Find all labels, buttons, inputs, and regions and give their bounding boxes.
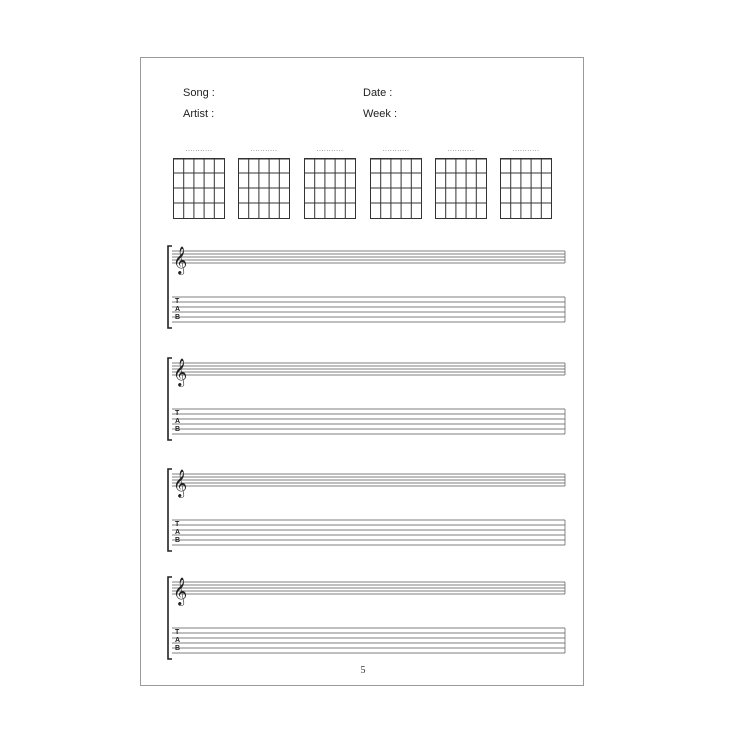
treble-clef-icon: 𝄞: [173, 577, 188, 605]
chord-name-placeholder: ...........: [382, 146, 410, 153]
staff-system: [168, 246, 565, 328]
tab-clef-label: T A B: [175, 629, 181, 652]
tab-staff: [172, 520, 565, 545]
page-number: 5: [360, 665, 366, 676]
tab-clef-label: T A B: [175, 521, 181, 544]
treble-clef-icon: 𝄞: [173, 469, 188, 497]
treble-clef-icon: 𝄞: [173, 246, 188, 274]
staff-system: [168, 469, 565, 551]
treble-clef-icon: 𝄞: [173, 358, 188, 386]
chord-name-placeholder: ...........: [250, 146, 278, 153]
music-staff: [172, 251, 565, 263]
week-label: Week :: [363, 108, 398, 120]
tab-clef-label: T A B: [175, 410, 181, 433]
staff-systems: [141, 58, 585, 687]
system-bracket: [168, 358, 172, 440]
tab-staff: [172, 628, 565, 653]
system-bracket: [168, 577, 172, 659]
artist-label: Artist :: [183, 108, 215, 120]
chord-name-placeholder: ...........: [316, 146, 344, 153]
tab-staff: [172, 409, 565, 434]
music-staff: [172, 474, 565, 486]
tab-staff: [172, 297, 565, 322]
chord-name-placeholder: ...........: [512, 146, 540, 153]
chord-name-placeholder: ...........: [447, 146, 475, 153]
tab-sheet-page: [140, 57, 584, 686]
system-bracket: [168, 246, 172, 328]
music-staff: [172, 582, 565, 594]
tab-clef-label: T A B: [175, 298, 181, 321]
date-label: Date :: [363, 87, 393, 99]
music-staff: [172, 363, 565, 375]
staff-system: [168, 577, 565, 659]
staff-system: [168, 358, 565, 440]
system-bracket: [168, 469, 172, 551]
song-label: Song :: [183, 87, 215, 99]
chord-name-placeholder: ...........: [185, 146, 213, 153]
